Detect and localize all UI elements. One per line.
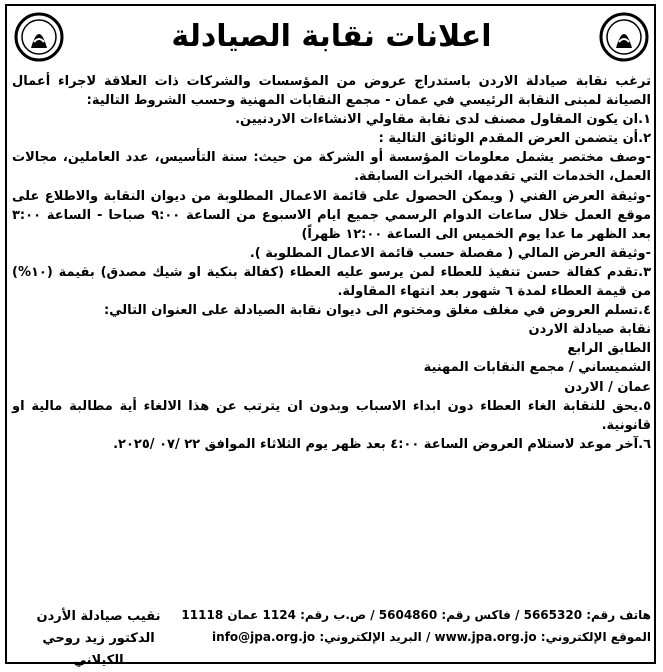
page-title: اعلانات نقابة الصيادلة (171, 19, 492, 54)
condition-6: ٦.آخر موعد لاستلام العروض الساعة ٤:٠٠ بعد ظهر يوم الثلاثاء الموافق ٢٢ /٠٧ /٢٠٢٥. (113, 436, 651, 452)
condition-1: ١.ان يكون المقاول مصنف لدى نقابة مقاولي الانشاءات الاردنيين. (235, 112, 651, 128)
condition-4: ٤.تسلم العروض في مغلف مغلق ومختوم الى ديوان نقابة الصيادلة على العنوان التالي: (103, 303, 651, 319)
condition-2-item-2: -وثيقة العرض الفني ( ويمكن الحصول على قائمة الاعمال المطلوبة من ديوان النقابة والاطلاع على موقع العمل خلال ساعات الدوام الرسمي جميع ايام الاسبوع من الساعة ٩:٠٠ صباحا - الساعة ٣:٠٠ بعد الظهر ما عدا يوم الخميس الى الساعة ١٢:٠٠ ظهراً) (12, 188, 651, 242)
address-line-3: الشميساني / مجمع النقابات المهنية (423, 360, 651, 376)
condition-3: ٣.تقدم كفالة حسن تنفيذ للعطاء لمن يرسو عليه العطاء (كفالة بنكية او شيك مصدق) بقيمة (١٠%) من قيمة العطاء لمدة ٦ شهور بعد انتهاء المقاولة. (12, 264, 651, 300)
pharmacists-association-emblem-icon (14, 12, 64, 62)
address-line-2: الطابق الرابع (567, 341, 651, 357)
footer (8, 598, 655, 668)
signature-title: نقيب صيادلة الأردن (36, 609, 161, 624)
signature-name: الدكتور زيد روحي الكيلاني (42, 631, 155, 668)
announcement-body (12, 72, 651, 590)
contact-phone-line: هاتف رقم: 5665320 / فاكس رقم: 5604860 / ص.ب رقم: 1124 عمان 11118 (181, 608, 651, 622)
condition-5: ٥.يحق للنقابة الغاء العطاء دون ابداء الاسباب وبدون ان يترتب عن هذا الالغاء أية مطالبة مالية او قانونية. (12, 398, 651, 433)
intro-paragraph: ترغب نقابة صيادلة الاردن باستدراج عروض من المؤسسات والشركات ذات العلاقة لاجراء أعمال الصيانة لمبنى النقابة الرئيسي في عمان - مجمع النقابات المهنية وحسب الشروط التالية: (12, 74, 651, 109)
condition-2-item-1: -وصف مختصر يشمل معلومات المؤسسة أو الشركة من حيث: سنة التأسيس، عدد العاملين، مجالات العمل، الخدمات التي تقدمها، الخبرات السابقة. (12, 150, 651, 185)
condition-2-item-3: -وثيقة العرض المالي ( مفصلة حسب قائمة الاعمال المطلوبة ). (249, 245, 651, 261)
address-line-1: نقابة صيادلة الاردن (528, 322, 651, 338)
contact-web-line: الموقع الإلكتروني: www.jpa.org.jo / البريد الإلكتروني: info@jpa.org.jo (212, 630, 651, 644)
pharmacists-association-emblem-icon (599, 12, 649, 62)
address-line-4: عمان / الاردن (564, 379, 651, 395)
signature-block (16, 606, 181, 672)
contact-info (181, 604, 651, 648)
condition-2: ٢.أن يتضمن العرض المقدم الوثائق التالية : (378, 131, 651, 147)
